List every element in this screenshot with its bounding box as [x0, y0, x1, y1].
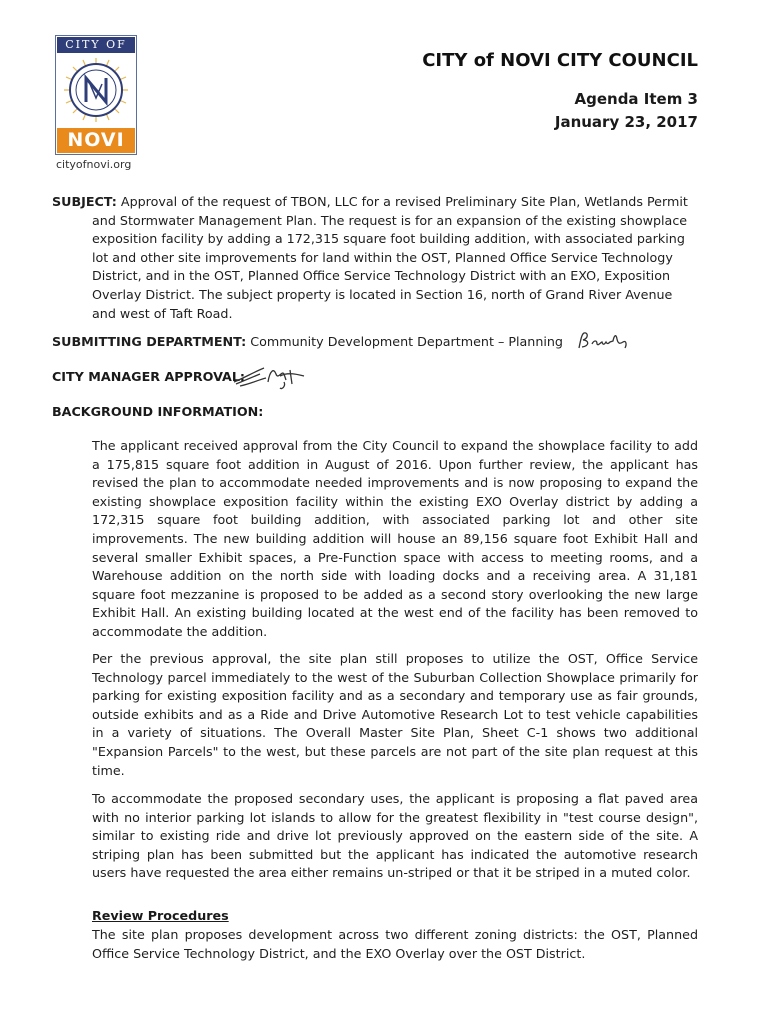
logo-novi: NOVI [57, 128, 135, 153]
document-title: CITY of NOVI CITY COUNCIL [422, 50, 698, 71]
submitting-value: Community Development Department – Planning [250, 334, 563, 349]
city-seal-icon [62, 56, 130, 124]
background-heading: BACKGROUND INFORMATION: [52, 404, 264, 419]
background-paragraph-2: Per the previous approval, the site plan still proposes to utilize the OST, Office Service Technology parcel immediately to the west of the Suburban Collection Showplace primarily for parking for existing exposition facility and as a secondary and temporary use as fair grounds, outside exhibits and as a Ride and Drive Automotive Research Lot to test vehicle capabilities in a variety of situations. The Overall Master Site Plan, Sheet C-1 shows two additional "Expansion Parcels" to the west, but these parcels are not part of the site plan request at this time. [92, 651, 698, 778]
submitting-department [52, 333, 563, 352]
review-procedures-heading: Review Procedures [92, 908, 229, 923]
background-paragraph-1: The applicant received approval from the City Council to expand the showplace facility to add a 175,815 square foot addition in August of 2016. Upon further review, the applicant has revised the plan to accommodate needed improvements and is now proposing to expand the existing showplace exposition facility within the existing EXO Overlay district by adding a 172,315 square foot building addition, with associated parking lot and other site improvements. The new building addition will house an 89,156 square foot Exhibit Hall and several smaller Exhibit spaces, a Pre-Function space with access to meeting rooms, and a Warehouse addition on the north side with loading docks and a receiving area. A 31,181 square foot mezzanine is proposed to be added as a second story overlooking the new large Exhibit Hall. An existing building located at the west end of the facility has been removed to accommodate the addition. [92, 438, 698, 639]
agenda-item: Agenda Item 3 [574, 90, 698, 108]
agenda-date: January 23, 2017 [554, 113, 698, 131]
subject-text: Approval of the request of TBON, LLC for a revised Preliminary Site Plan, Wetlands Permit and Stormwater Management Plan. The request is for an expansion of the existing showplace exposition facility by adding a 172,315 square foot building addition, with associated parking lot and other site improvements for land within the OST, Planned Office Service Technology District, and in the OST, Planned Office Service Technology District with an EXO, Exposition Overlay District. The subject property is located in Section 16, north of Grand River Avenue and west of Taft Road. [92, 194, 688, 321]
logo-city-of: CITY OF [57, 37, 135, 53]
initials-signature-icon [576, 330, 632, 352]
city-manager-signature-icon [230, 360, 310, 392]
subject-section [52, 193, 698, 323]
background-paragraph-3: To accommodate the proposed secondary uses, the applicant is proposing a flat paved area with no interior parking lot islands to allow for the greatest flexibility in "test course design", similar to existing ride and drive lot previously approved on the eastern side of the site. A striping plan has been submitted but the applicant has indicated the automotive research users have requested the area either remains un-striped or that it be striped in a muted color. [92, 791, 698, 881]
subject-label: SUBJECT: [52, 194, 117, 209]
review-procedures-text: The site plan proposes development across two different zoning districts: the OST, Planned Office Service Technology District, and the EXO Overlay over the OST District. [92, 927, 698, 961]
submitting-label: SUBMITTING DEPARTMENT: [52, 334, 247, 349]
logo-url: cityofnovi.org [56, 158, 132, 171]
city-manager-approval-label: CITY MANAGER APPROVAL: [52, 369, 246, 384]
city-logo [55, 35, 137, 155]
logo-frame [55, 35, 137, 155]
